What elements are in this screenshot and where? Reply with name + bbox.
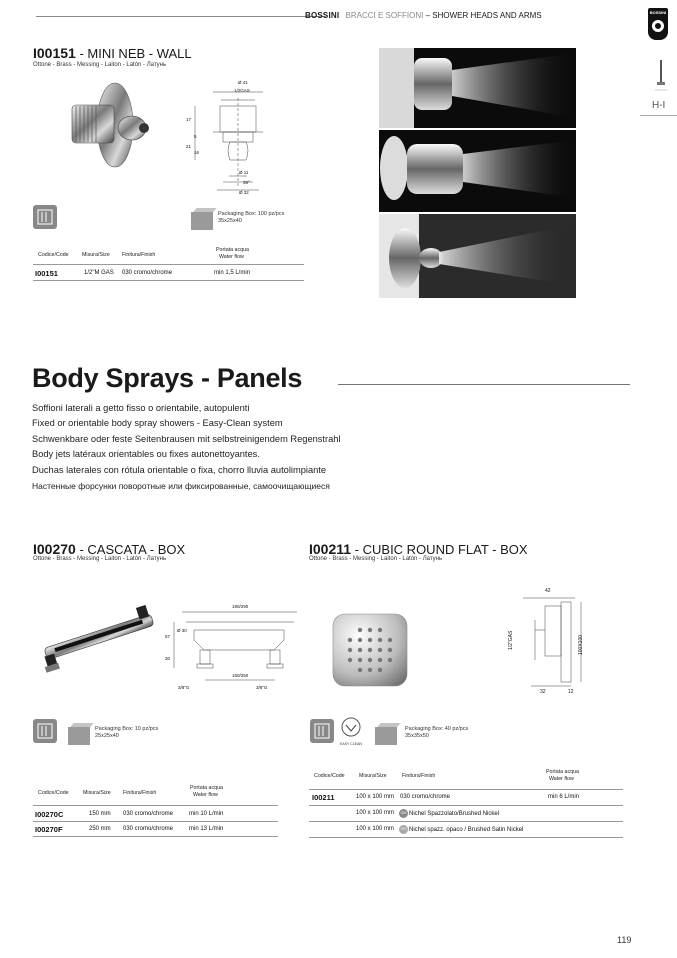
easy-clean-label: EASY CLEAN [340,742,362,746]
description-ru: Настенные форсунки поворотные или фиксированные, самоочищающиеся [32,481,330,491]
table-cell-finish: 030 cromo/chrome [123,811,174,817]
table-cell-finish: 030 cromo/chrome [122,270,173,276]
table-cell-code: I00270C [35,810,64,819]
table-cell-finish: 030 cromo/chrome [400,794,451,800]
table-cell-flow: min 6 L/min [548,794,580,800]
table-rule [309,821,623,822]
col-flow: Portata acqua [216,247,249,253]
nozzle [388,658,392,662]
table-cell-code: I00211 [312,793,335,802]
nozzle [368,648,372,652]
product-title-i00151 [33,45,192,61]
dim-label: 57 [165,634,171,639]
dim-label: 30 [165,656,171,661]
table-cell-flow: min 10 L/min [189,811,224,817]
col-finish: Finitura/Finish [122,252,156,258]
product-materials: Ottone - Brass - Messing - Laiton - Latón - Латунь [309,556,443,562]
product-code: I00151 [33,45,76,61]
dim-label: 1/2"GAS [508,630,514,650]
product-code: I00270 [33,541,76,557]
table-cell-code: I00151 [35,269,58,278]
product-name: - CUBIC ROUND FLAT - BOX [351,542,528,557]
col-flow: Portata acqua [190,785,223,791]
table-rule [33,264,304,265]
col-finish: Finitura/Finish [402,773,436,779]
finish-row [399,825,523,834]
dim-label: Ø 11 [239,170,249,175]
dim-label: Ø 32 [239,190,249,195]
shower-arm-thumbnail [654,60,668,92]
nozzle [348,658,352,662]
nozzle [358,638,362,642]
dim-label: 3/8"G [178,685,190,690]
table-rule [309,837,623,838]
dim-label: 38° [243,180,250,185]
nozzle [368,668,372,672]
packaging-dims: 35x35x50 [405,733,429,739]
packaging-info [218,211,284,225]
cascata-technical-drawing [164,600,304,695]
nozzle [358,668,362,672]
col-size: Misura/Size [82,252,110,258]
dim-label: 21 [186,144,192,149]
product-materials: Ottone - Brass - Messing - Laiton - Latón - Латунь [33,556,167,562]
product-code: I00211 [309,541,352,557]
title-rule [338,384,630,385]
dim-label: 42 [545,588,551,594]
nozzle [368,638,372,642]
dim-label: 5 [194,134,197,139]
table-rule [33,836,278,837]
finish-swatch-icon: 070 [399,825,408,834]
nozzle [358,628,362,632]
product-materials: Ottone - Brass - Messing - Laiton - Latón - Латунь [33,62,167,68]
finish-row [399,809,499,818]
col-flow-en: Water flow [549,776,574,782]
product-title-i00211 [309,541,528,557]
spray-photo-3 [379,214,576,298]
table-cell-finish: 030 cromo/chrome [123,826,174,832]
table-cell-size: 250 mm [89,826,111,832]
packaging-info [95,726,158,740]
bossini-logo [648,8,668,40]
table-cell-size: 100 x 100 mm [356,810,395,816]
col-code: Codice/Code [38,252,69,258]
table-cell-size: 100 x 100 mm [356,794,395,800]
nozzle [378,668,382,672]
description-es: Duchas laterales con rótula orientable o fixa, chorro lluvia autolimpiante [32,465,327,475]
col-flow: Portata acqua [546,769,579,775]
packaging-dims: 35x25x40 [218,218,242,224]
col-code: Codice/Code [38,790,69,796]
table-rule [309,789,623,790]
nozzle [388,648,392,652]
table-cell-size: 100 x 100 mm [356,826,395,832]
table-cell-flow: min 1,5 L/min [214,270,251,276]
col-size: Misura/Size [83,790,111,796]
section-tag: H-I [652,100,666,111]
packaging-qty: Packaging Box: 40 pz/pcs [405,726,469,732]
dim-label: Ø 30 [177,628,187,633]
nozzle [358,648,362,652]
col-finish: Finitura/Finish [123,790,157,796]
description-it: Soffioni laterali a getto fisso o orientabile, autopulenti [32,403,250,413]
table-cell-size: 1/2"M GAS [84,270,114,276]
table-cell-size: 150 mm [89,811,111,817]
packaging-qty: Packaging Box: 100 pz/pcs [218,211,285,217]
dim-label: 12 [568,689,574,695]
nozzle [368,658,372,662]
dim-label: 16 [194,150,200,155]
dim-label: 32 [540,689,546,695]
category: BRACCI E SOFFIONI [345,11,424,20]
header-rule [36,16,326,17]
nozzle [378,638,382,642]
packaging-box-icon [191,212,213,230]
fixed-spray-icon [33,719,57,743]
product-name: - MINI NEB - WALL [75,46,192,61]
packaging-info [405,726,468,740]
finish-swatch-icon: 093 [399,809,408,818]
nozzle [378,628,382,632]
description-de: Schwenkbare oder feste Seitenbrausen mit selbstreinigendem Regenstrahl [32,434,341,444]
dim-label: 190/290 [232,604,249,609]
dim-label: 3/8"G [256,685,268,690]
nozzle [348,648,352,652]
product-name: - CASCATA - BOX [75,542,186,557]
dim-label: 1/2GAS [234,88,250,93]
spray-photo-1 [379,48,576,128]
cubic-technical-drawing [505,590,605,700]
col-flow-en: Water flow [193,792,218,798]
product-title-i00270 [33,541,185,557]
packaging-dims: 25x25x40 [95,733,119,739]
dim-label: 17 [186,117,192,122]
table-rule [33,280,304,281]
section-title: Body Sprays - Panels [32,363,303,393]
cascata-product-image [34,605,164,675]
table-rule [33,805,278,806]
separator: – [425,11,431,20]
table-rule [309,805,623,806]
mini-neb-product-image [60,80,160,175]
packaging-box-icon [375,727,397,745]
table-cell-code: I00270F [35,825,63,834]
subcategory: SHOWER HEADS AND ARMS [432,11,542,20]
nozzle [368,628,372,632]
dim-label: Ø 41 [238,80,248,85]
nozzle [358,658,362,662]
col-flow-en: Water flow [219,254,244,260]
fixed-spray-icon [310,719,334,743]
description-fr: Body jets latéraux orientables ou fixes autonettoyantes. [32,449,260,459]
nozzle [388,638,392,642]
running-header [305,11,542,20]
dim-label: 100X100 [578,634,584,655]
packaging-box-icon [68,727,90,745]
nozzle [378,648,382,652]
col-size: Misura/Size [359,773,387,779]
table-cell-flow: min 13 L/min [189,826,224,832]
packaging-qty: Packaging Box: 10 pz/pcs [95,726,159,732]
brand-name: BOSSINI [305,11,340,20]
table-cell-finish: Nichel Spazzolato/Brushed Nickel [409,811,500,818]
description-en: Fixed or orientable body spray showers - Easy-Clean system [32,418,283,428]
mini-neb-technical-drawing [183,78,283,198]
table-cell-finish: Nichel spazz. opaco / Brushed Satin Nickel [409,827,524,834]
easy-clean-icon [339,717,363,746]
col-code: Codice/Code [314,773,345,779]
logo-text: BOSSINI [649,10,667,15]
nozzle [378,658,382,662]
cubic-round-flat-product-image [330,612,410,687]
side-rule [640,115,677,116]
table-rule [33,821,278,822]
fixed-spray-icon [33,205,57,229]
dim-label: 150/250 [232,673,249,678]
page-number: 119 [617,935,632,945]
nozzle [348,638,352,642]
spray-photo-2 [379,130,576,212]
